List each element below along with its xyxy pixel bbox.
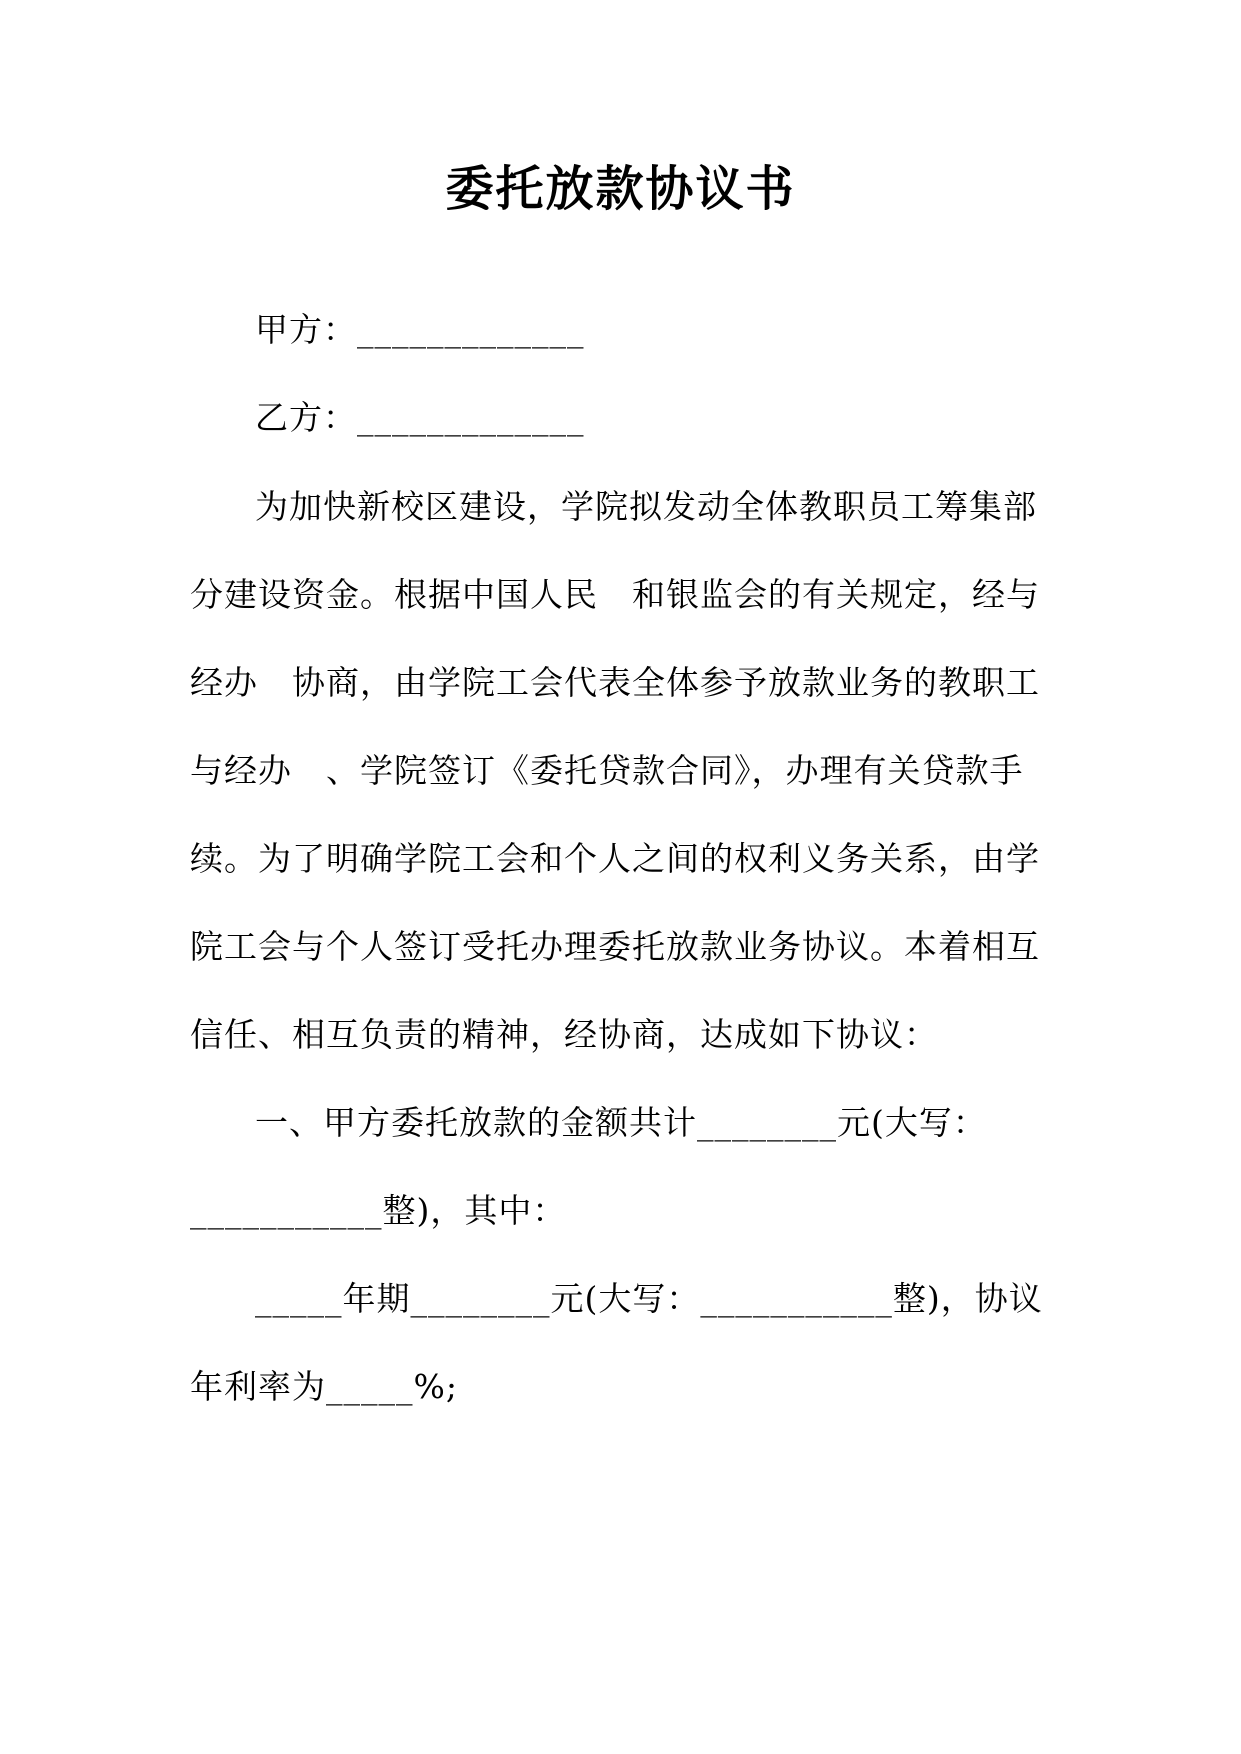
body-line: 分建设资金。根据中国人民 和银监会的有关规定，经与 [190,575,1040,614]
body-line: 为加快新校区建设，学院拟发动全体教职员工筹集部 [255,487,1037,526]
body-line: 续。为了明确学院工会和个人之间的权利义务关系，由学 [190,839,1040,878]
body-line: 经办 协商，由学院工会代表全体参予放款业务的教职工 [190,663,1040,702]
clause-1-term-line: 年利率为_____%; [190,1367,458,1406]
clause-1-line: 一、甲方委托放款的金额共计________元(大写： [255,1103,987,1142]
clause-1-term-line: _____年期________元(大写：___________整)，协议 [255,1279,1043,1318]
document-title: 委托放款协议书 [445,161,796,217]
clause-1-line: ___________整)，其中： [190,1191,567,1230]
body-line: 院工会与个人签订受托办理委托放款业务协议。本着相互 [190,927,1040,966]
body-line: 与经办 、学院签订《委托贷款合同》，办理有关贷款手 [190,751,1024,790]
party-a-line: 甲方：_____________ [255,310,585,349]
body-line: 信任、相互负责的精神，经协商，达成如下协议： [190,1015,938,1054]
party-b-line: 乙方：_____________ [255,398,585,437]
